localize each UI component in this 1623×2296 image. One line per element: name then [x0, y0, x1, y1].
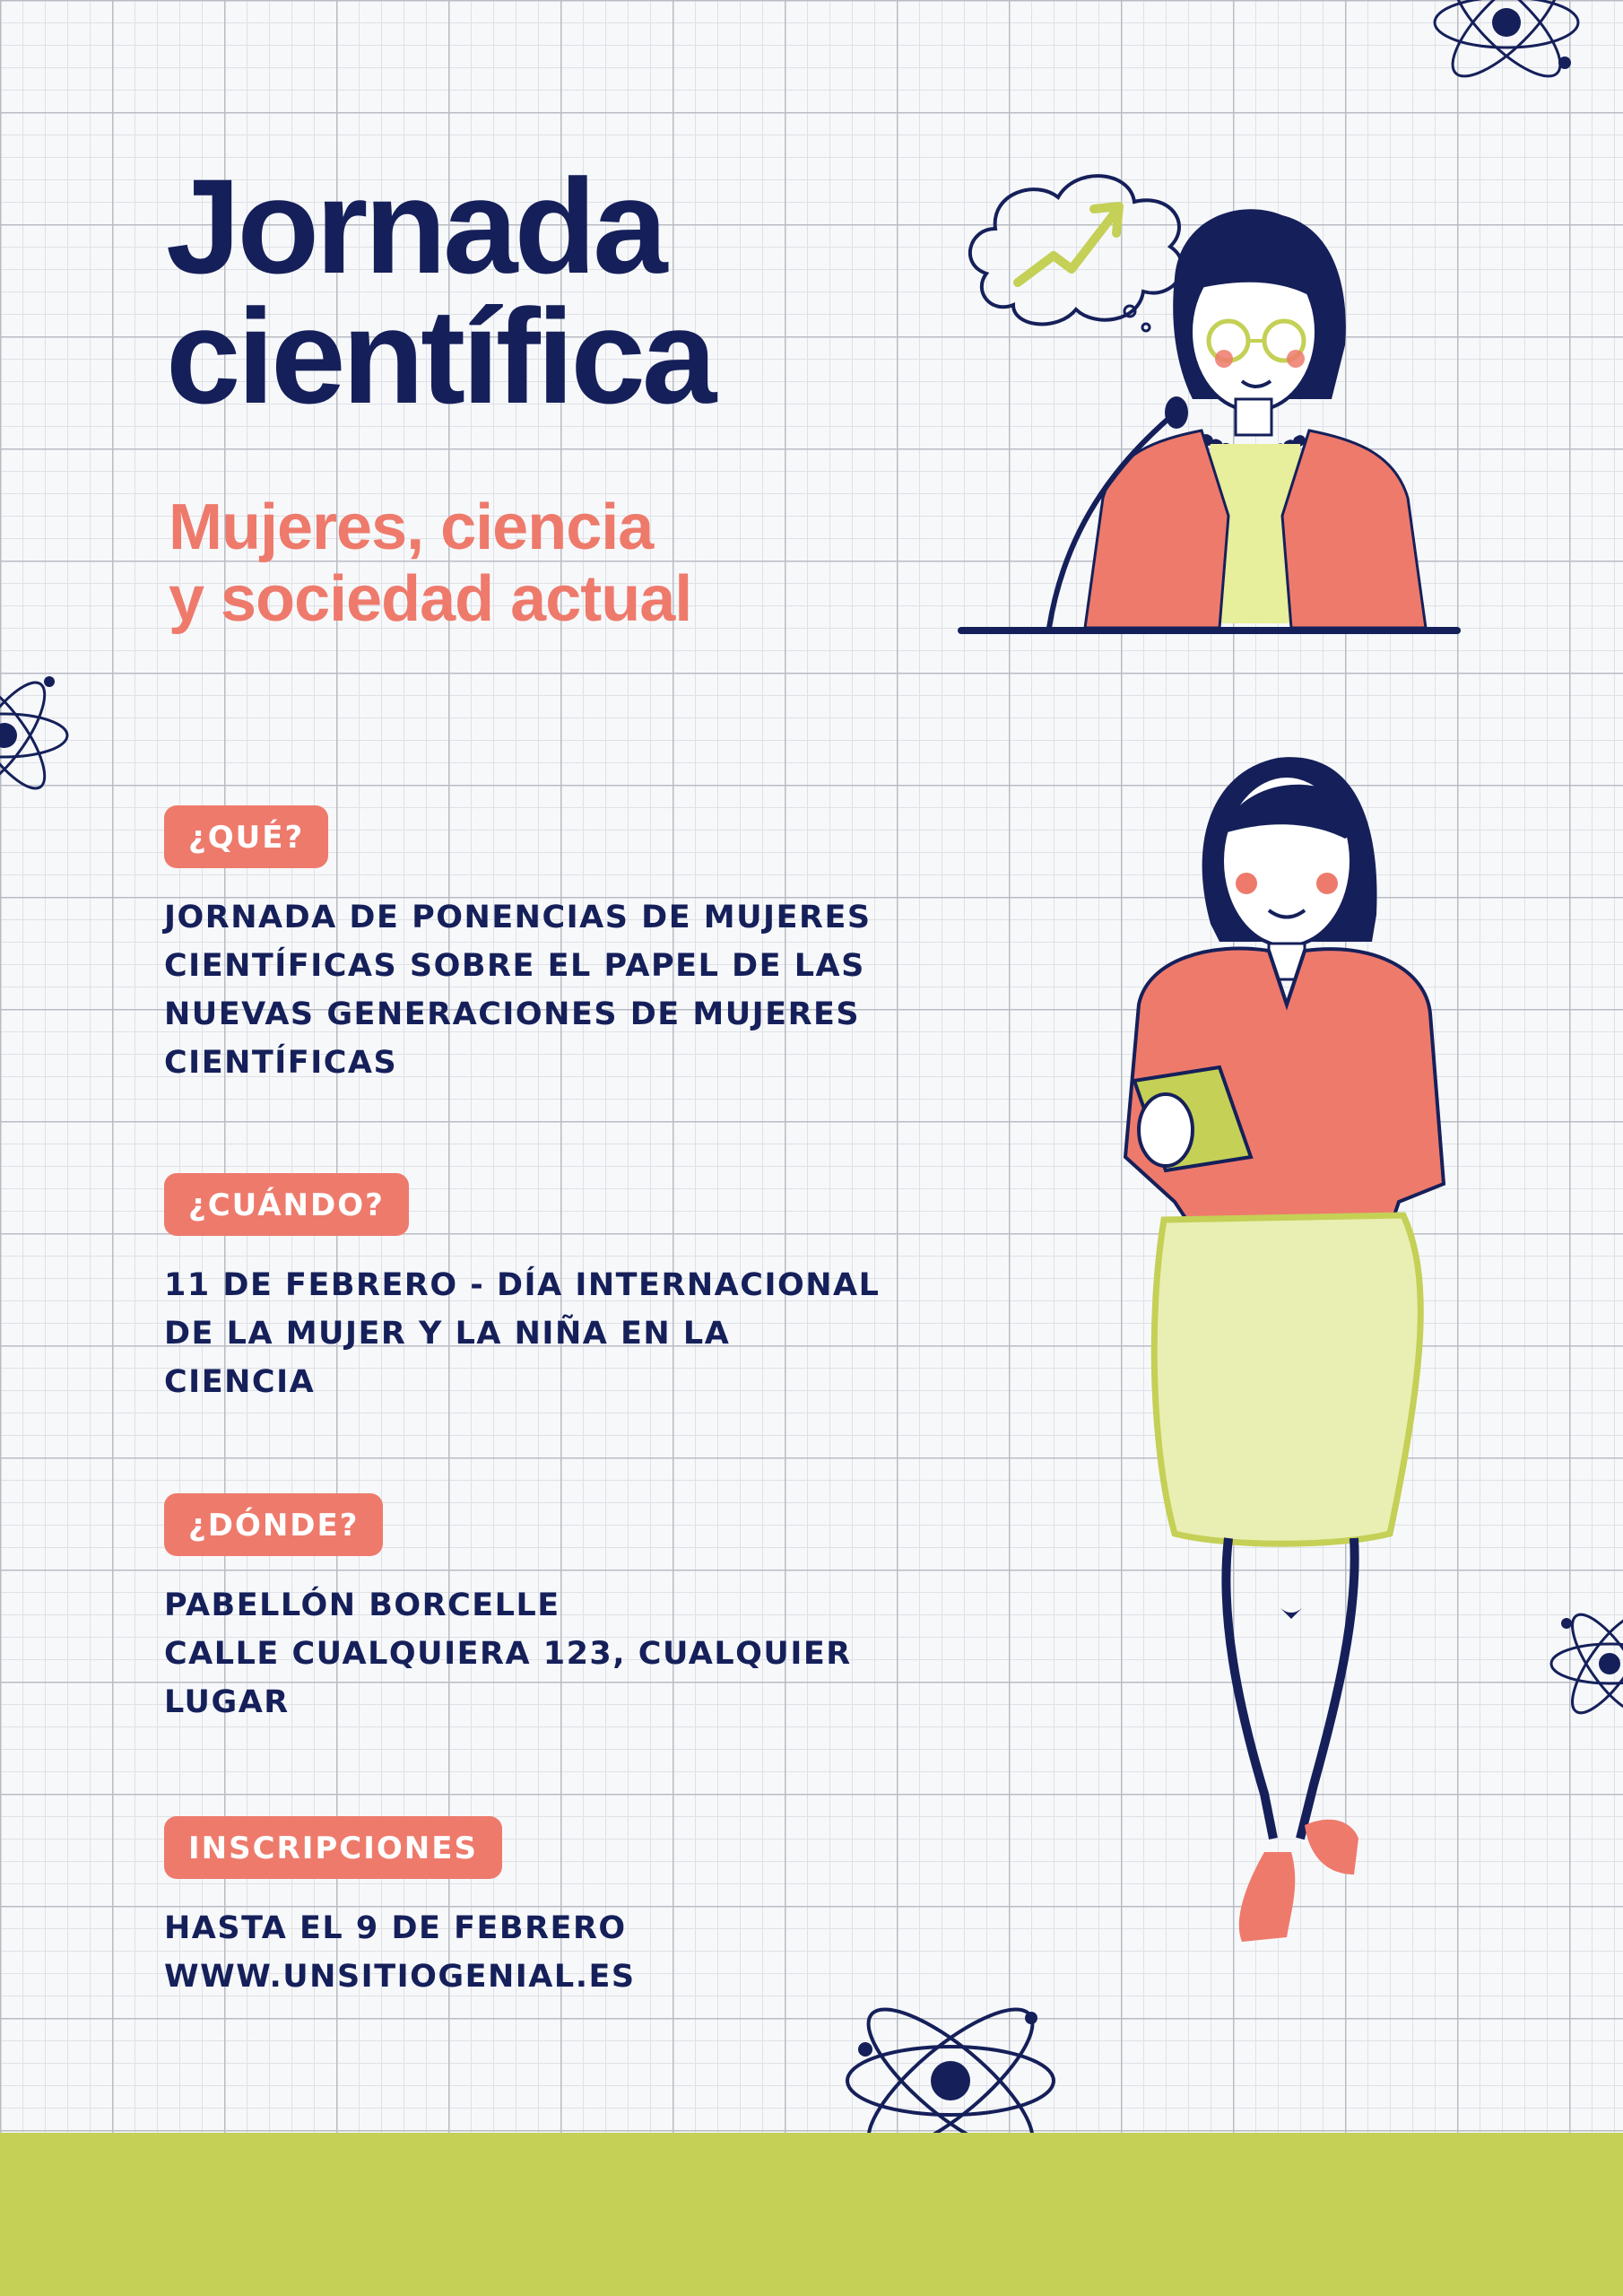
- atom-icon: [0, 659, 81, 812]
- footer-bar: [0, 2133, 1623, 2296]
- poster-subtitle: [169, 491, 691, 635]
- que-line: CIENTÍFICAS: [164, 1045, 398, 1081]
- que-line: NUEVAS GENERACIONES DE MUJERES: [164, 996, 861, 1032]
- tablet-woman-illustration: [1085, 735, 1480, 2009]
- title-line-1: Jornada: [166, 151, 664, 301]
- inscripciones-badge: INSCRIPCIONES: [164, 1816, 502, 1879]
- cuando-line: 11 DE FEBRERO - DÍA INTERNACIONAL: [164, 1267, 881, 1303]
- thought-cloud-icon: [970, 176, 1182, 331]
- donde-line: CALLE CUALQUIERA 123, CUALQUIER: [164, 1636, 852, 1672]
- section-que: [164, 805, 872, 1087]
- section-cuando: [164, 1173, 880, 1406]
- chart-arrow-icon: [1018, 206, 1119, 283]
- speaker-woman-illustration: [950, 157, 1471, 641]
- cuando-description: [164, 1261, 880, 1406]
- cuando-line: DE LA MUJER Y LA NIÑA EN LA: [164, 1316, 731, 1352]
- donde-line: LUGAR: [164, 1684, 290, 1720]
- title-line-2: científica: [166, 281, 714, 431]
- atom-icon: [838, 1996, 1063, 2148]
- section-donde: [164, 1493, 852, 1726]
- donde-line: PABELLÓN BORCELLE: [164, 1587, 560, 1623]
- que-description: [164, 893, 872, 1087]
- inscripciones-line: HASTA EL 9 DE FEBRERO: [164, 1910, 627, 1946]
- inscripciones-description: [164, 1904, 636, 2001]
- atom-icon: [1547, 1596, 1623, 1731]
- donde-badge: ¿DÓNDE?: [164, 1493, 383, 1556]
- section-inscripciones: [164, 1816, 636, 2001]
- donde-description: [164, 1581, 852, 1726]
- cuando-line: CIENCIA: [164, 1364, 316, 1400]
- poster-title: [166, 151, 714, 431]
- atom-icon: [1430, 0, 1592, 103]
- que-line: CIENTÍFICAS SOBRE EL PAPEL DE LAS: [164, 948, 865, 984]
- que-line: JORNADA DE PONENCIAS DE MUJERES: [164, 900, 872, 935]
- subtitle-line-2: y sociedad actual: [169, 563, 692, 635]
- subtitle-line-1: Mujeres, ciencia: [169, 491, 654, 563]
- inscripciones-line: WWW.UNSITIOGENIAL.ES: [164, 1959, 636, 1995]
- cuando-badge: ¿CUÁNDO?: [164, 1173, 409, 1236]
- que-badge: ¿QUÉ?: [164, 805, 328, 868]
